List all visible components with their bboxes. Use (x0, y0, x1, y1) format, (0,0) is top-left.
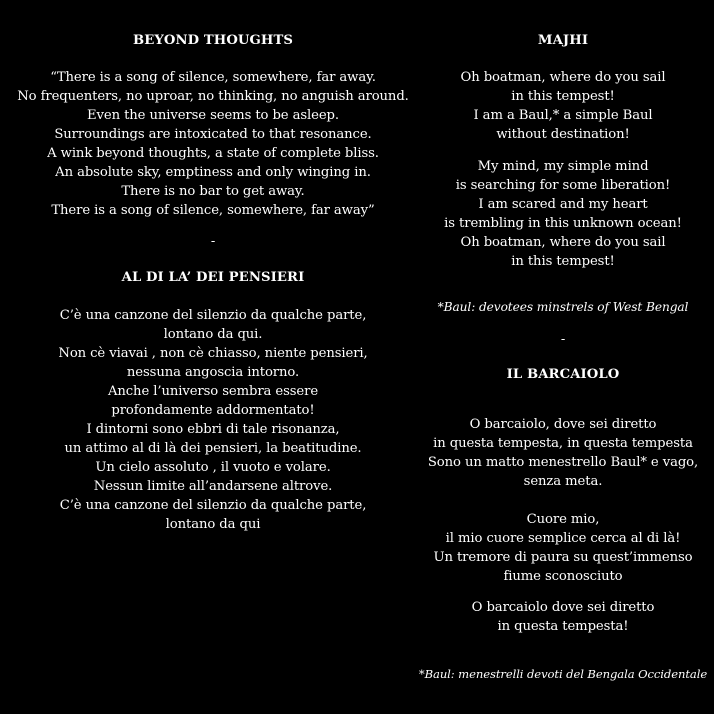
poem-title-il-barcaiolo: IL BARCAIOLO (506, 367, 620, 382)
poem-line: in questa tempesta! (497, 619, 629, 634)
separator-dash: - (210, 234, 216, 249)
poem-line: Un cielo assoluto , il vuoto e volare. (95, 460, 331, 475)
poem-line: senza meta. (523, 474, 603, 489)
separator-dash: - (560, 332, 566, 347)
poem-line: Surroundings are intoxicated to that resonance. (54, 127, 372, 142)
poem-line: in questa tempesta, in questa tempesta (433, 436, 693, 451)
poem-line: profondamente addormentato! (111, 403, 315, 418)
poem-title-beyond-thoughts: BEYOND THOUGHTS (132, 33, 293, 48)
poem-title-al-di-la: AL DI LA’ DEI PENSIERI (121, 270, 305, 285)
poem-line: is searching for some liberation! (455, 178, 671, 193)
poem-line: Un tremore di paura su quest’immenso (433, 550, 693, 565)
poem-line: in this tempest! (511, 89, 615, 104)
poem-line: I am a Baul,* a simple Baul (473, 108, 653, 123)
poem-line: There is a song of silence, somewhere, far away” (51, 203, 375, 218)
poem-line: There is no bar to get away. (121, 184, 305, 199)
poem-line: nessuna angoscia intorno. (126, 365, 300, 380)
poem-line: No frequenters, no uproar, no thinking, no anguish around. (17, 89, 409, 104)
poem-line: in this tempest! (511, 254, 615, 269)
poem-line: il mio cuore semplice cerca al di là! (445, 531, 681, 546)
poem-title-majhi: MAJHI (537, 33, 589, 48)
poem-line: Oh boatman, where do you sail (460, 235, 666, 250)
poem-line: C’è una canzone del silenzio da qualche parte, (59, 308, 367, 323)
poem-line: O barcaiolo dove sei diretto (471, 600, 655, 615)
poem-line: lontano da qui. (163, 327, 263, 342)
poem-line: fiume sconosciuto (503, 569, 623, 584)
footnote-baul-english: *Baul: devotees minstrels of West Bengal (437, 300, 689, 314)
poem-line: Anche l’universo sembra essere (107, 384, 319, 399)
poem-line: Non cè viavai , non cè chiasso, niente pensieri, (58, 346, 368, 361)
poem-line: I am scared and my heart (478, 197, 648, 212)
poem-line: “There is a song of silence, somewhere, far away. (50, 70, 376, 85)
poem-line: Sono un matto menestrello Baul* e vago, (427, 455, 699, 470)
poem-line: My mind, my simple mind (477, 159, 649, 174)
poem-line: Oh boatman, where do you sail (460, 70, 666, 85)
poem-line: un attimo al di là dei pensieri, la beatitudine. (64, 441, 362, 456)
poem-line: lontano da qui (165, 517, 261, 532)
poem-line: C’è una canzone del silenzio da qualche parte, (59, 498, 367, 513)
poem-line: Even the universe seems to be asleep. (87, 108, 339, 123)
poem-line: A wink beyond thoughts, a state of complete bliss. (47, 146, 379, 161)
footnote-baul-italian: *Baul: menestrelli devoti del Bengala Occidentale (418, 667, 708, 681)
poem-line: without destination! (496, 127, 630, 142)
poem-line: is trembling in this unknown ocean! (444, 216, 682, 231)
poem-line: Cuore mio, (526, 512, 600, 527)
poem-line: Nessun limite all’andarsene altrove. (93, 479, 333, 494)
poem-line: O barcaiolo, dove sei diretto (469, 417, 657, 432)
poem-line: An absolute sky, emptiness and only winging in. (55, 165, 371, 180)
poem-line: I dintorni sono ebbri di tale risonanza, (86, 422, 340, 437)
